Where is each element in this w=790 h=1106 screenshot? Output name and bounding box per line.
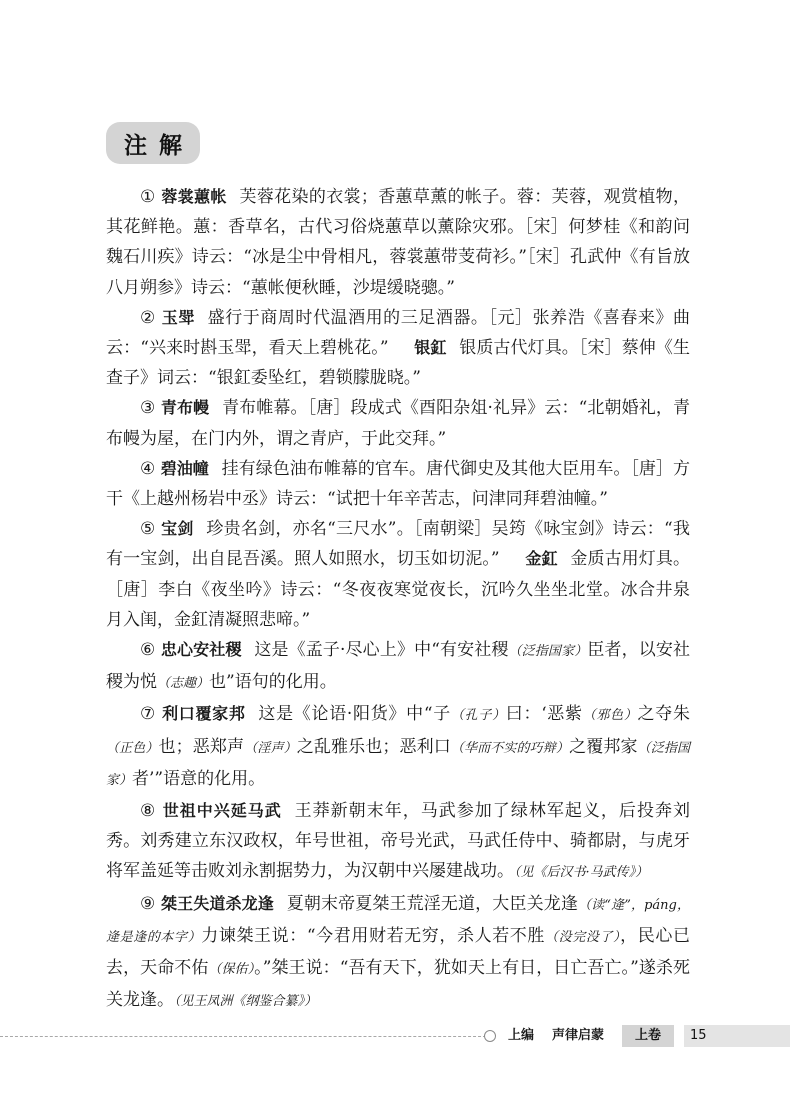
footer-divider	[0, 1036, 486, 1037]
note-2	[106, 303, 690, 394]
note-gloss: （正色）	[106, 740, 159, 756]
note-gloss: （华而不实的巧辩）	[450, 740, 570, 756]
note-term: 宝剑	[161, 519, 194, 539]
note-gloss: （保佑）	[208, 962, 255, 978]
note-term-secondary: 金釭	[525, 549, 558, 569]
annotation-list	[106, 182, 690, 1017]
note-term: 玉斝	[161, 307, 195, 327]
note-9	[106, 889, 690, 1018]
note-gloss: （泛指国家）	[106, 740, 690, 788]
note-number: ⑤	[140, 519, 156, 540]
note-text: 王莽新朝末年，马武参加了绿林军起义，后投奔刘秀。刘秀建立东汉政权，年号世祖，帝号光武，马武任侍中、骑都尉，与虎牙将军盖延等击败刘永割据势力，为汉朝中兴屡建战功。	[106, 801, 690, 882]
footer-section: 上编	[508, 1028, 535, 1043]
note-gloss: （淫声）	[244, 740, 297, 756]
note-5	[106, 514, 690, 635]
note-text: 曰：‘恶紫	[505, 704, 583, 725]
note-gloss: （见《后汉书·马武传》）	[514, 865, 649, 881]
footer-volume: 上卷	[622, 1025, 674, 1047]
note-gloss: （志趣）	[157, 676, 210, 692]
note-number: ⑥	[140, 640, 156, 661]
note-term: 桀王失道杀龙逢	[160, 893, 274, 913]
note-number: ⑦	[140, 704, 156, 725]
note-term: 世祖中兴延马武	[162, 801, 282, 821]
note-term: 忠心安社稷	[160, 640, 242, 660]
note-gloss: （没完没了）	[545, 929, 621, 945]
note-number: ②	[140, 307, 156, 328]
note-number: ①	[140, 187, 156, 207]
note-gloss: （见王凤洲《纲鉴合纂》）	[174, 994, 318, 1010]
note-gloss: （邪色）	[582, 708, 638, 724]
note-number: ④	[140, 458, 156, 479]
note-text: ，民心已去，天命不佑	[106, 925, 690, 979]
note-1	[106, 182, 690, 303]
note-text: 臣者，以安社稷为悦	[106, 640, 690, 693]
note-number: ⑧	[140, 801, 157, 822]
note-term: 蓉裳蕙帐	[161, 187, 227, 206]
note-text: 青布帷幕。［唐］段成式《酉阳杂俎·礼异》云：“北朝婚礼，青布幔为屋，在门内外，谓之青庐，于此交拜。”	[106, 398, 690, 449]
note-text: 挂有绿色油布帷幕的官车。唐代御史及其他大臣用车。［唐］方干《上越州杨岩中丞》诗云：“试把十年辛苦志，问津同拜碧油幢。”	[106, 458, 690, 510]
note-text: 芙蓉花染的衣裳；香蕙草薰的帐子。蓉：芙蓉，观赏植物，其花鲜艳。蕙：香草名，古代习俗烧蕙草以薰除灾邪。［宋］何梦桂《和韵问魏石川疾》诗云：“冰是尘中骨相凡，蓉裳蕙带芰荷衫。”［宋］孔武仲《有旨放八月朔参》诗云：“蕙帐便秋睡，沙堤缓晓骢。”	[106, 187, 690, 298]
note-text: 这是《论语·阳货》中“子	[258, 704, 451, 725]
note-text-secondary: 金质古用灯具。［唐］李白《夜坐吟》诗云：“冬夜夜寒觉夜长，沉吟久坐坐北堂。冰合井泉月入闺，金釭清凝照悲啼。”	[106, 549, 690, 630]
note-text: 之夺朱	[637, 704, 690, 725]
footer-book-title: 声律启蒙	[552, 1028, 605, 1043]
note-gloss: （读“逄”，páng，逄是逢的本字）	[106, 897, 691, 945]
note-gloss: （泛指国家）	[508, 644, 588, 660]
note-text: 也；恶郑声	[158, 736, 245, 757]
note-text: 之覆邦家	[569, 736, 638, 757]
note-7	[106, 699, 690, 796]
note-text: 之乱雅乐也；恶利口	[296, 736, 451, 757]
note-6	[106, 635, 690, 699]
note-gloss: （孔子）	[450, 708, 506, 724]
note-term: 利口覆家邦	[162, 704, 246, 724]
note-text: 夏朝末帝夏桀王荒淫无道，大臣关龙逢	[286, 893, 578, 914]
note-text: 盛行于商周时代温酒用的三足酒器。［元］张养浩《喜春来》曲云：“兴来时斟玉斝，看天上碧桃花。”	[106, 307, 691, 359]
note-number: ⑨	[140, 893, 156, 914]
note-text-secondary: 银质古代灯具。［宋］蔡伸《生查子》词云：“银釭委坠红，碧锁朦胧晓。”	[106, 338, 690, 389]
note-term: 碧油幢	[160, 458, 209, 478]
note-4	[106, 454, 690, 514]
note-text: 者’”语意的化用。	[132, 768, 266, 789]
note-text: 珍贵名剑，亦名“三尺水”。［南朝梁］吴筠《咏宝剑》诗云：“我有一宝剑，出自昆吾溪。照人如照水，切玉如切泥。”	[106, 519, 690, 570]
section-heading: 注解	[106, 122, 200, 164]
note-number: ③	[140, 398, 156, 419]
note-term: 青布幔	[160, 398, 210, 418]
footer-circle-ornament	[484, 1030, 496, 1042]
note-text: 这是《孟子·尽心上》中“有安社稷	[254, 640, 509, 661]
note-text: 也”语句的化用。	[209, 672, 337, 693]
note-term-secondary: 银釭	[414, 338, 447, 358]
note-text: 。”桀王说：“吾有天下，犹如天上有日，日亡吾亡。”遂杀死关龙逢。	[106, 958, 690, 1011]
page-number: 15	[684, 1025, 790, 1047]
note-text: 力谏桀王说：“今君用财若无穷，杀人若不胜	[201, 925, 546, 946]
note-3	[106, 393, 690, 453]
note-8	[106, 796, 690, 889]
